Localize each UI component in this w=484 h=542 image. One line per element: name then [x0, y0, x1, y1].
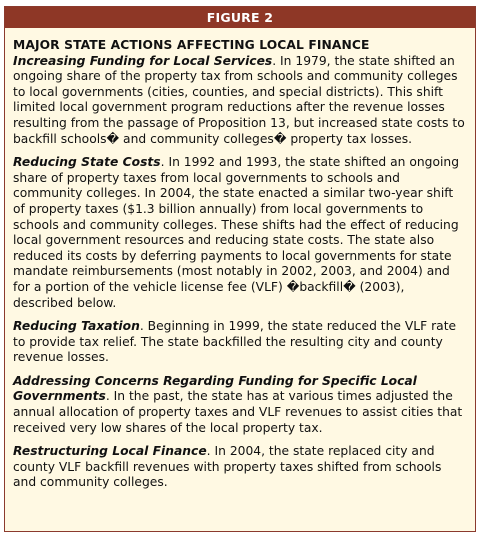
figure-title: MAJOR STATE ACTIONS AFFECTING LOCAL FINANCE — [13, 38, 370, 52]
section-restructuring — [13, 444, 467, 491]
section-heading: Increasing Funding for Local Services — [13, 53, 273, 68]
section-reducing-state-costs — [13, 155, 467, 311]
section-increasing-funding — [13, 54, 467, 148]
section-text: . Beginning in 1999, the state reduced the VLF rate to provide tax relief. The state backfilled the resulting city and county revenue losses. — [13, 319, 457, 365]
section-reducing-taxation — [13, 319, 467, 366]
section-addressing-concerns — [13, 374, 467, 436]
section-text: . In 1979, the state shifted an ongoing share of the property tax from schools and community colleges to local governments (cities, counties, and special districts). This shift limited local government program reductions after the revenue losses resulting from the passage of Proposition 13, but increased state costs to backfill schools� and community colleges� property tax losses. — [13, 53, 465, 146]
section-text: . In the past, the state has at various times adjusted the annual allocation of property taxes and VLF revenues to assist cities that received very low shares of the local property tax. — [13, 389, 463, 435]
section-text: . In 2004, the state replaced city and county VLF backfill revenues with property taxes shifted from schools and community colleges. — [13, 444, 442, 490]
section-text: . In 1992 and 1993, the state shifted an ongoing share of property taxes from local governments to schools and community colleges. In 2004, the state enacted a similar two-year shift of property taxes ($1.3 billion annually) from local governments to schools and community colleges. These shifts had the effect of reducing local government resources and reducing state costs. The state also reduced its costs by deferring payments to local governments for state mandate reimbursements (most notably in 2002, 2003, and 2004) and for a portion of the vehicle license fee (VLF) �backfill� (2003), described below. — [13, 155, 460, 310]
section-heading: Restructuring Local Finance — [13, 444, 207, 459]
section-heading: Reducing Taxation — [13, 319, 140, 334]
section-heading: Reducing State Costs — [13, 155, 161, 170]
figure-label: FIGURE 2 — [5, 7, 475, 28]
figure-box — [4, 6, 476, 532]
section-heading: Addressing Concerns Regarding Funding for Specific Local Governments — [13, 373, 417, 404]
figure-body — [5, 28, 475, 491]
